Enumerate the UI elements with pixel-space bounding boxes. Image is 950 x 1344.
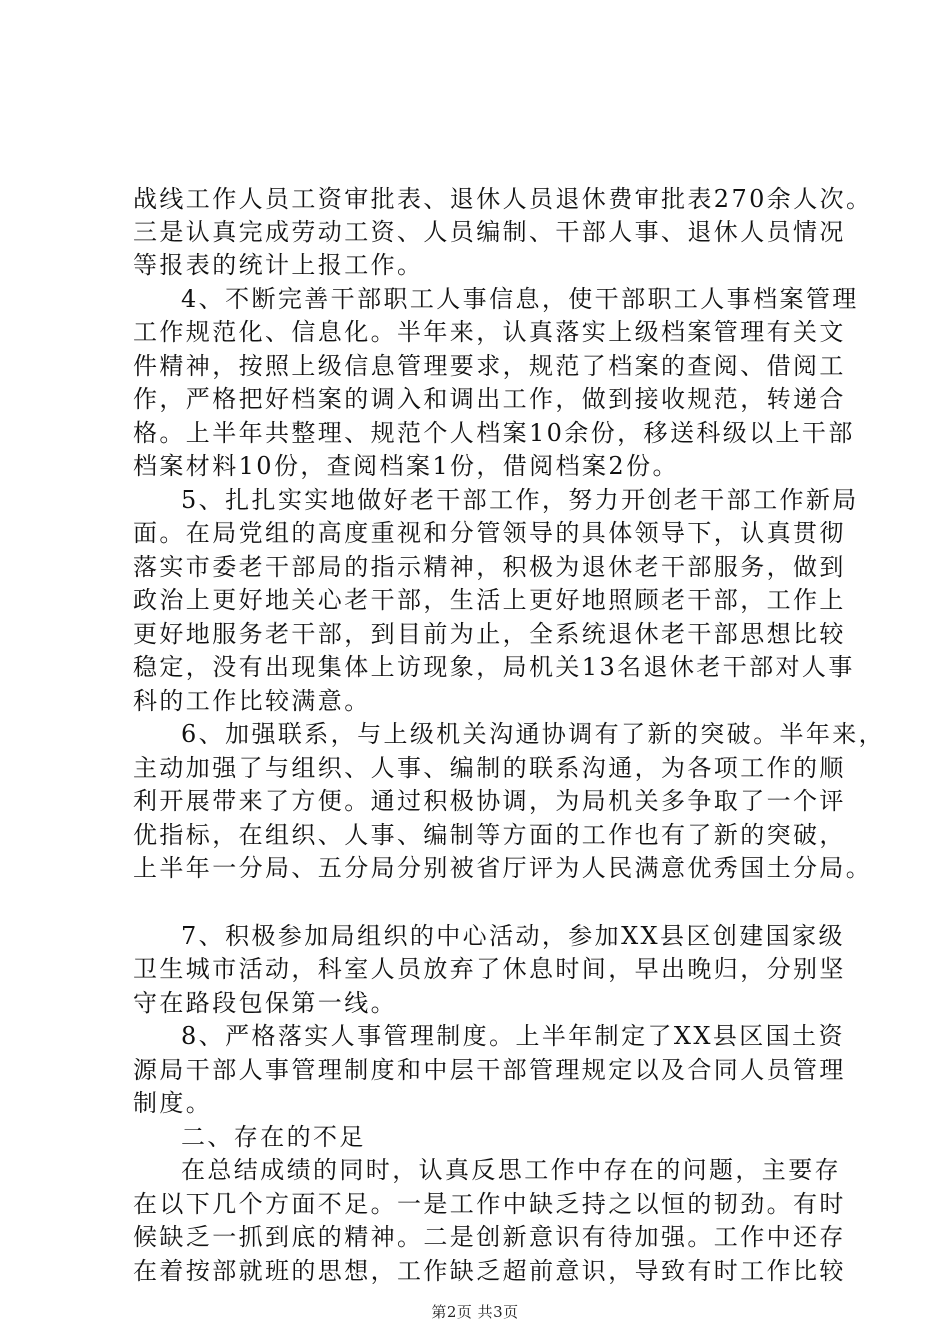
text-line: 稳定，没有出现集体上访现象，局机关13名退休老干部对人事 <box>133 653 855 681</box>
text-line: 卫生城市活动，科室人员放弃了休息时间，早出晚归，分别坚 <box>133 955 846 983</box>
text-line: 利开展带来了方便。通过积极协调，为局机关多争取了一个评 <box>133 787 846 815</box>
text-line: 主动加强了与组织、人事、编制的联系沟通，为各项工作的顺 <box>133 754 846 782</box>
text-line: 更好地服务老干部，到目前为止，全系统退休老干部思想比较 <box>133 620 846 648</box>
text-line: 源局干部人事管理制度和中层干部管理规定以及合同人员管理 <box>133 1056 846 1084</box>
text-line: 制度。 <box>133 1089 213 1117</box>
text-line: 科的工作比较满意。 <box>133 687 371 715</box>
paragraph-8-line: 8、严格落实人事管理制度。上半年制定了XX县区国土资 <box>181 1022 845 1050</box>
section-heading: 二、存在的不足 <box>181 1123 366 1151</box>
text-line: 落实市委老干部局的指示精神，积极为退休老干部服务，做到 <box>133 553 846 581</box>
paragraph-6-line: 6、加强联系，与上级机关沟通协调有了新的突破。半年来， <box>181 720 886 748</box>
text-line: 优指标，在组织、人事、编制等方面的工作也有了新的突破， <box>133 821 846 849</box>
text-line: 格。上半年共整理、规范个人档案10余份，移送科级以上干部 <box>133 419 855 447</box>
text-line: 在着按部就班的思想，工作缺乏超前意识，导致有时工作比较 <box>133 1257 846 1285</box>
paragraph-4-line: 4、不断完善干部职工人事信息，使干部职工人事档案管理 <box>181 285 859 313</box>
text-line: 政治上更好地关心老干部，生活上更好地照顾老干部，工作上 <box>133 586 846 614</box>
text-line: 件精神，按照上级信息管理要求，规范了档案的查阅、借阅工 <box>133 352 846 380</box>
page-footer: 第2页 共3页 <box>431 1303 519 1321</box>
text-line: 三是认真完成劳动工资、人员编制、干部人事、退休人员情况 <box>133 218 846 246</box>
paragraph-7-line: 7、积极参加局组织的中心活动，参加XX县区创建国家级 <box>181 922 845 950</box>
text-line: 工作规范化、信息化。半年来，认真落实上级档案管理有关文 <box>133 318 846 346</box>
text-line: 候缺乏一抓到底的精神。二是创新意识有待加强。工作中还存 <box>133 1223 846 1251</box>
text-line: 守在路段包保第一线。 <box>133 989 397 1017</box>
paragraph-line: 在总结成绩的同时，认真反思工作中存在的问题，主要存 <box>181 1156 841 1184</box>
text-line: 等报表的统计上报工作。 <box>133 251 424 279</box>
text-line: 档案材料10份，查阅档案1份，借阅档案2份。 <box>133 452 679 480</box>
text-line: 战线工作人员工资审批表、退休人员退休费审批表270余人次。 <box>133 185 873 213</box>
text-line: 在以下几个方面不足。一是工作中缺乏持之以恒的韧劲。有时 <box>133 1190 846 1218</box>
text-line: 面。在局党组的高度重视和分管领导的具体领导下，认真贯彻 <box>133 519 846 547</box>
paragraph-5-line: 5、扎扎实实地做好老干部工作，努力开创老干部工作新局 <box>181 486 859 514</box>
text-line: 作，严格把好档案的调入和调出工作，做到接收规范，转递合 <box>133 385 846 413</box>
text-line: 上半年一分局、五分局分别被省厅评为人民满意优秀国土分局。 <box>133 854 873 882</box>
